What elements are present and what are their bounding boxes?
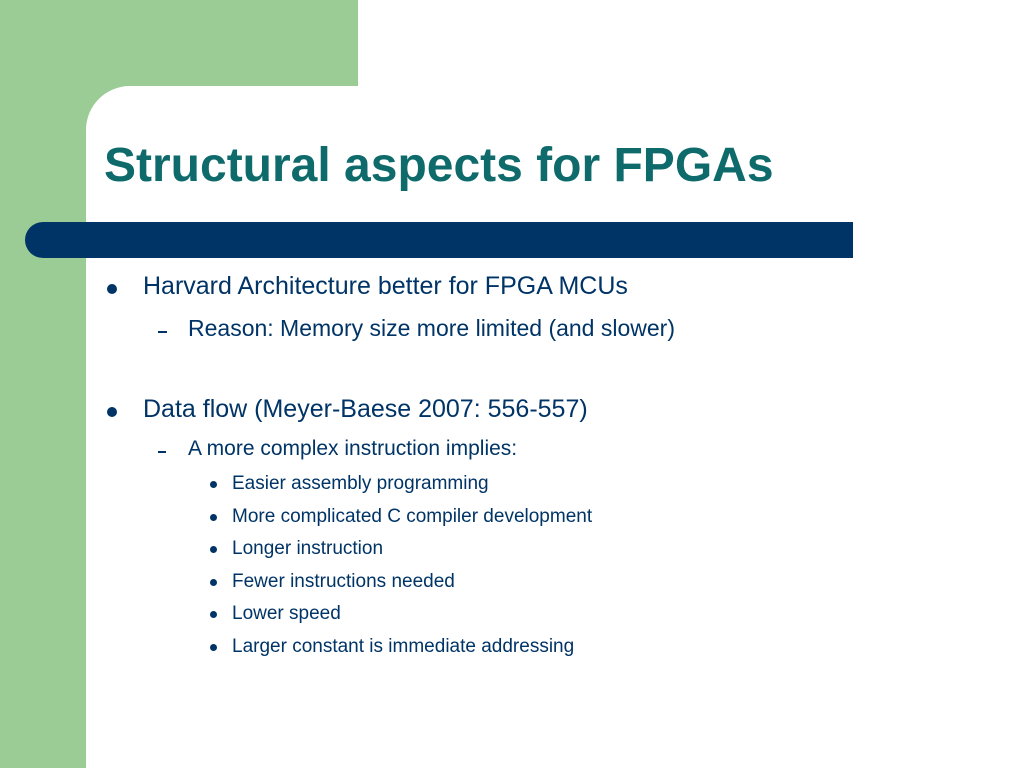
dash-icon xyxy=(158,331,167,333)
bullet-1-sub-1-text: Reason: Memory size more limited (and slower) xyxy=(188,315,675,341)
sub-bullet-dot-icon xyxy=(210,546,217,553)
sub-bullet-dot-icon xyxy=(210,611,217,618)
sub-bullet-dot-icon xyxy=(210,644,217,651)
bullet-2-sub-1-text: A more complex instruction implies: xyxy=(188,437,518,460)
bullet-2-text: Data flow (Meyer-Baese 2007: 556-557) xyxy=(143,395,588,423)
list-item-6: Larger constant is immediate addressing xyxy=(232,636,575,657)
bullet-1-text: Harvard Architecture better for FPGA MCUs xyxy=(143,272,628,300)
dash-icon xyxy=(158,451,166,453)
list-item-1: Easier assembly programming xyxy=(232,473,489,494)
sub-bullet-dot-icon xyxy=(210,579,217,586)
slide-title: Structural aspects for FPGAs xyxy=(104,139,774,192)
bullet-dot-icon xyxy=(107,407,117,417)
list-item-2: More complicated C compiler development xyxy=(232,506,593,527)
sub-bullet-dot-icon xyxy=(210,514,217,521)
bullet-dot-icon xyxy=(107,284,117,294)
sub-bullet-dot-icon xyxy=(210,481,217,488)
list-item-3: Longer instruction xyxy=(232,538,384,559)
list-item-4: Fewer instructions needed xyxy=(232,571,455,592)
list-item-5: Lower speed xyxy=(232,603,341,624)
